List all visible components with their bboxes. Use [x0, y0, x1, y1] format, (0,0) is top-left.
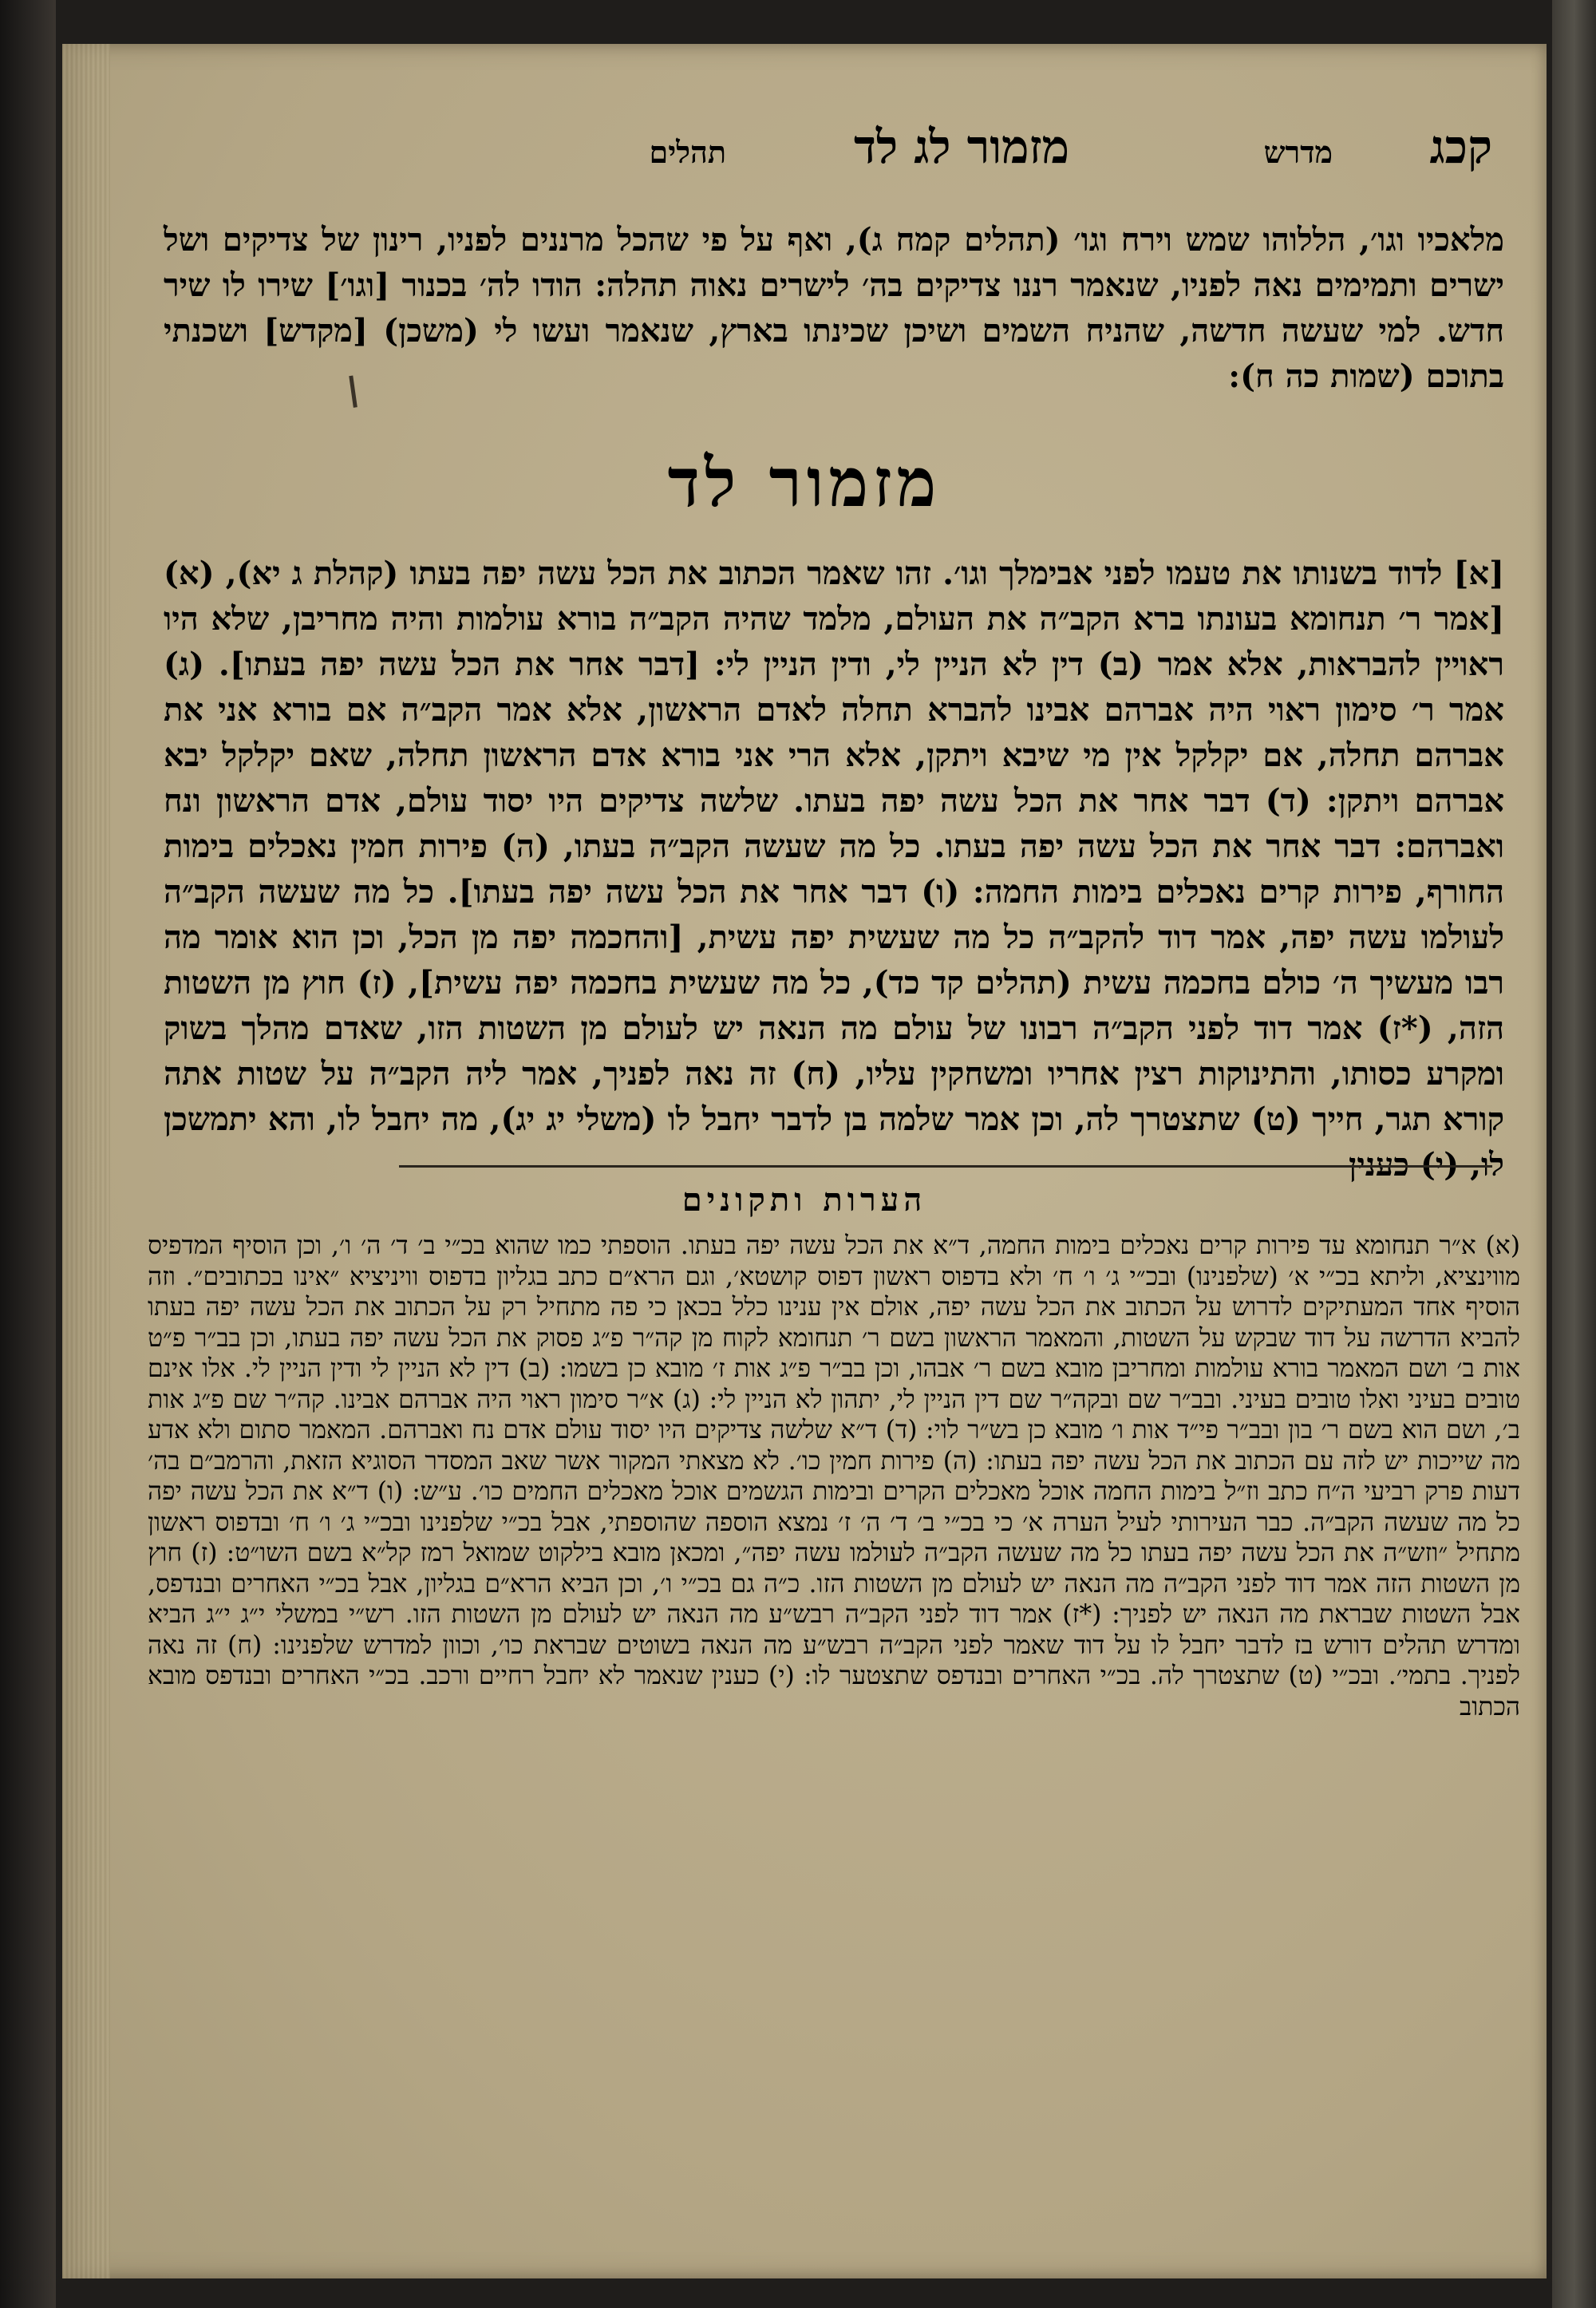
running-head [319, 120, 1492, 200]
notes-heading: הערות ותקונים [681, 1181, 927, 1219]
notes-paragraph: (א) א״ר תנחומא עד פירות קרים נאכלים בימות החמה, ד״א את הכל עשה יפה בעתו. הוספתי כמו שהוא בכ״י ב׳ ד׳ ה׳ ו׳, וכן הוסיף המדפיס מווינציא, וליתא בכ״י א׳ (שלפנינו) ובכ״י ג׳ ו׳ ח׳ ולא בדפוס ראשון דפוס קושטא׳, וגם הרא״ם כתב בגליון בדפוס וויניציא ״אינו בכתובים״. וזה הוסיף אחד המעתיקים לדרוש על הכתוב את הכל עשה יפה, אולם אין ענינו כלל בכאן כי פה מתחיל רק על הכתוב את הכל עשה יפה בעתו להביא הדרשה על דוד שבקש על השטות, והמאמר הראשון בשם ר׳ תנחומא לקוח מן קה״ר פ״ג פסוק את הכל עשה יפה בעתו, וכן בב״ר פ״ט אות ב׳ ושם המאמר בורא עולמות ומחריבן מובא בשם ר׳ אבהו, וכן בב״ר פ״ג אות ז׳ מובא כן בשמו: (ב) דין לא הניין לי ודין הניין לי. אלו אינם טובים בעיני ואלו טובים בעיני. ובב״ר שם ובקה״ר שם דין הניין לי, יתהון לא הניין לי: (ג) א״ר סימון ראוי היה אברהם אבינו. קה״ר שם פ״ג אות ב׳, ושם הוא בשם ר׳ בון ובב״ר פי״ד אות ו׳ מובא כן בש״ר לוי: (ד) ד״א שלשה צדיקים היו יסוד עולם אדם נח ואברהם. המאמר סתום ולא אדע מה שייכות יש לזה עם הכתוב את הכל עשה יפה בעתו: (ה) פירות חמין כו׳. לא מצאתי המקור אשר שאב המסדר הסוגיא הזאת, והרמב״ם בה׳ דעות פרק רביעי ה״ח כתב וז״ל בימות החמה אוכל מאכלים הקרים ובימות הגשמים אוכל מאכלים החמים כו׳. ע״ש: (ו) ד״א את הכל עשה יפה כל מה שעשה הקב״ה. כבר העירותי לעיל הערה א׳ כי בכ״י ב׳ ד׳ ה׳ ז׳ נמצא הוספה שהוספתי, אבל בכ״י שלפנינו ובכ״י ג׳ ו׳ ח׳ ובדפוס ראשון מתחיל ״וזש״ה את הכל עשה יפה בעתו כל מה שעשה הקב״ה לעולמו עשה יפה״, ומכאן מובא בילקוט שמואל רמז קל״א בשם השו״ט: (ז) חוץ מן השטות הזה אמר דוד לפני הקב״ה מה הנאה יש לעולם מן השטות הזו. כ״ה גם בכ״י ו׳, וכן הביא הרא״ם בגליון, אבל בכ״י האחרים ובנדפס, אבל השטות שבראת מה הנאה יש לפניך: (*ז) אמר דוד לפני הקב״ה רבש״ע מה הנאה יש לעולם מן השטות הזו. רש״י במשלי י״ג י״ג הביא ומדרש תהלים דורש בז לדבר יחבל לו על דוד שאמר לפני הקב״ה רבש״ע מה הנאה בשוטים שבראת כו׳, וכוון למדרש שלפנינו: (ח) זה נאה לפניך. בתמי׳. ובכ״י (ט) שתצטרך לה. בכ״י האחרים ובנדפס שתצטער לו: (י) כענין שנאמר לא יחבל רחיים ורכב. בכ״י האחרים ובנדפס מובא הכתוב [148, 1231, 1520, 1721]
notes-block [148, 1231, 1520, 1722]
running-head-mizmor: מזמור לג לד [854, 120, 1069, 174]
section-divider [399, 1165, 1492, 1168]
main-paragraph-block [164, 551, 1504, 1188]
book-cover-edge [1552, 0, 1596, 2308]
running-head-tehillim: תהלים [649, 134, 726, 170]
psalm-heading: מזמור לד [667, 443, 942, 522]
page-number: קכג [1429, 120, 1492, 174]
page-gutter [62, 44, 110, 2278]
book-spine [0, 0, 56, 2308]
running-head-midrash: מדרש [1263, 134, 1333, 170]
main-paragraph: [א] לדוד בשנותו את טעמו לפני אבימלך וגו׳. זהו שאמר הכתוב את הכל עשה יפה בעתו (קהלת ג יא), (א) [אמר ר׳ תנחומא בעונתו ברא הקב״ה את העולם, מלמד שהיה הקב״ה בורא עולמות והיה מחריבן, שלא היו ראויין להבראות, אלא אמר (ב) דין לא הניין לי, ודין הניין לי: [דבר אחר את הכל עשה יפה בעתו]. (ג) אמר ר׳ סימון ראוי היה אברהם אבינו להברא תחלה לאדם הראשון, אלא אמר הקב״ה אם בורא אני את אברהם תחלה, אם יקלקל אין מי שיבא ויתקן, אלא הרי אני בורא אדם הראשון תחלה, שאם יקלקל יבא אברהם ויתקן: (ד) דבר אחר את הכל עשה יפה בעתו. שלשה צדיקים היו יסוד עולם, אדם הראשון ונח ואברהם: דבר אחר את הכל עשה יפה בעתו. כל מה שעשה הקב״ה בעתו, (ה) פירות חמין נאכלים בימות החורף, פירות קרים נאכלים בימות החמה: (ו) דבר אחר את הכל עשה יפה בעתו]. כל מה שעשה הקב״ה לעולמו עשה יפה, אמר דוד להקב״ה כל מה שעשית יפה עשית, [והחכמה יפה מן הכל, וכן הוא אומר מה רבו מעשיך ה׳ כולם בחכמה עשית (תהלים קד כד), כל מה שעשית בחכמה יפה עשית], (ז) חוץ מן השטות הזה, (*ז) אמר דוד לפני הקב״ה רבונו של עולם מה הנאה יש לעולם מן השטות הזו, שאדם מהלך בשוק ומקרע כסותו, והתינוקות רצין אחריו ומשחקין עליו, (ח) זה נאה לפניך, אמר ליה הקב״ה על שטות אתה קורא תגר, חייך (ט) שתצטרך לה, וכן אמר שלמה בן לדבר יחבל לו (משלי יג יג), מה יחבל לו, והא יתמשכן לו, (י) כענין [164, 555, 1504, 1184]
top-paragraph: מלאכיו וגו׳, הללוהו שמש וירח וגו׳ (תהלים קמח ג), ואף על פי שהכל מרננים לפניו, רינון של צדיקים ושל ישרים ותמימים נאה לפניו, שנאמר רננו צדיקים בה׳ לישרים נאוה תהלה: הודו לה׳ בכנור [וגו׳] שירו לו שיר חדש. למי שעשה חדשה, שהניח השמים ושיכן שכינתו בארץ, שנאמר ועשו לי (משכן) [מקדש] ושכנתי בתוכם (שמות כה ח): [164, 221, 1504, 395]
top-paragraph-block [164, 217, 1504, 399]
